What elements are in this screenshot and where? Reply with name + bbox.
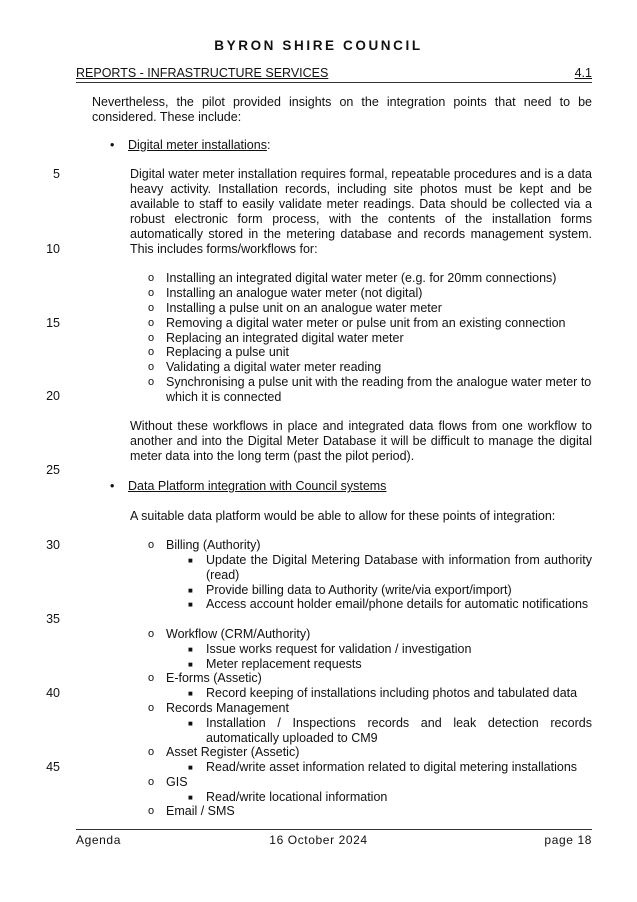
section-heading: REPORTS - INFRASTRUCTURE SERVICES	[76, 66, 329, 80]
bullet-heading	[110, 479, 386, 494]
list-item: o Installing an integrated digital water meter (e.g. for 20mm connections)	[148, 271, 557, 285]
group-label: o Asset Register (Assetic)	[148, 745, 300, 759]
group-label: o Email / SMS	[148, 804, 235, 818]
line-number: 45	[46, 760, 60, 774]
line-number: 10	[46, 242, 60, 256]
line-number: 15	[46, 316, 60, 330]
line-number: 30	[46, 538, 60, 552]
list-item: o Removing a digital water meter or pulse unit from an existing connection	[148, 316, 566, 330]
intro-paragraph: Nevertheless, the pilot provided insights on the integration points that need to be considered. These include:	[92, 95, 592, 124]
group-label: o E-forms (Assetic)	[148, 671, 262, 685]
group-label: o Billing (Authority)	[148, 538, 261, 552]
line-number: 35	[46, 612, 60, 626]
sub-item: ■ Access account holder email/phone details for automatic notifications	[188, 597, 589, 611]
sub-item: ■ Update the Digital Metering Database with information from authority (read)	[188, 553, 592, 582]
footer-date: 16 October 2024	[269, 833, 368, 847]
sub-item: ■ Meter replacement requests	[188, 657, 362, 671]
line-number: 40	[46, 686, 60, 700]
group-label: o Workflow (CRM/Authority)	[148, 627, 311, 641]
bullet-heading-colon: :	[266, 138, 271, 152]
section-number: 4.1	[574, 66, 592, 80]
platform-paragraph: A suitable data platform would be able to allow for these points of integration:	[130, 509, 556, 523]
list-item: o Installing an analogue water meter (not digital)	[148, 286, 423, 300]
bullet-marker: •	[110, 479, 115, 493]
line-number: 5	[53, 167, 60, 181]
workflows-paragraph: Without these workflows in place and integrated data flows from one workflow to another and into the Digital Meter Database it will be difficult to manage the digital meter data into the long term (past the pilot period).	[130, 419, 592, 463]
footer-page-number: page 18	[544, 833, 592, 847]
list-item: o Synchronising a pulse unit with the reading from the analogue water meter to which it is connected	[148, 375, 592, 404]
group-label: o Records Management	[148, 701, 289, 715]
list-item: o Validating a digital water meter reading	[148, 360, 382, 374]
sub-item: ■ Read/write locational information	[188, 790, 388, 804]
sub-item: ■ Read/write asset information related to digital metering installations	[188, 760, 578, 774]
list-item: o Replacing a pulse unit	[148, 345, 289, 359]
bullet-heading-text: Data Platform integration with Council systems	[128, 479, 387, 493]
sub-item: ■ Installation / Inspections records and leak detection records automatically uploaded to CM9	[188, 716, 592, 745]
footer-rule	[76, 829, 592, 830]
installation-paragraph: Digital water meter installation requires formal, repeatable procedures and is a data heavy activity. Installation records, including site photos must be kept and be available to staff to easily validate meter readings. Data should be collected via a robust electronic form process, with the contents of the installation forms automatically stored in the metering database and records management system. This includes forms/workflows for:	[130, 167, 592, 256]
list-item: o Installing a pulse unit on an analogue water meter	[148, 301, 442, 315]
sub-item: ■ Provide billing data to Authority (write/via export/import)	[188, 583, 512, 597]
bullet-heading-text: Digital meter installations	[128, 138, 267, 152]
group-label: o GIS	[148, 775, 188, 789]
list-item: o Replacing an integrated digital water meter	[148, 331, 404, 345]
header-rule	[76, 82, 592, 83]
bullet-heading	[110, 138, 270, 153]
page-title: BYRON SHIRE COUNCIL	[214, 38, 423, 53]
sub-item: ■ Record keeping of installations including photos and tabulated data	[188, 686, 578, 700]
line-number: 20	[46, 389, 60, 403]
sub-item: ■ Issue works request for validation / investigation	[188, 642, 472, 656]
footer-left: Agenda	[76, 833, 121, 847]
line-number: 25	[46, 463, 60, 477]
bullet-marker: •	[110, 138, 115, 152]
